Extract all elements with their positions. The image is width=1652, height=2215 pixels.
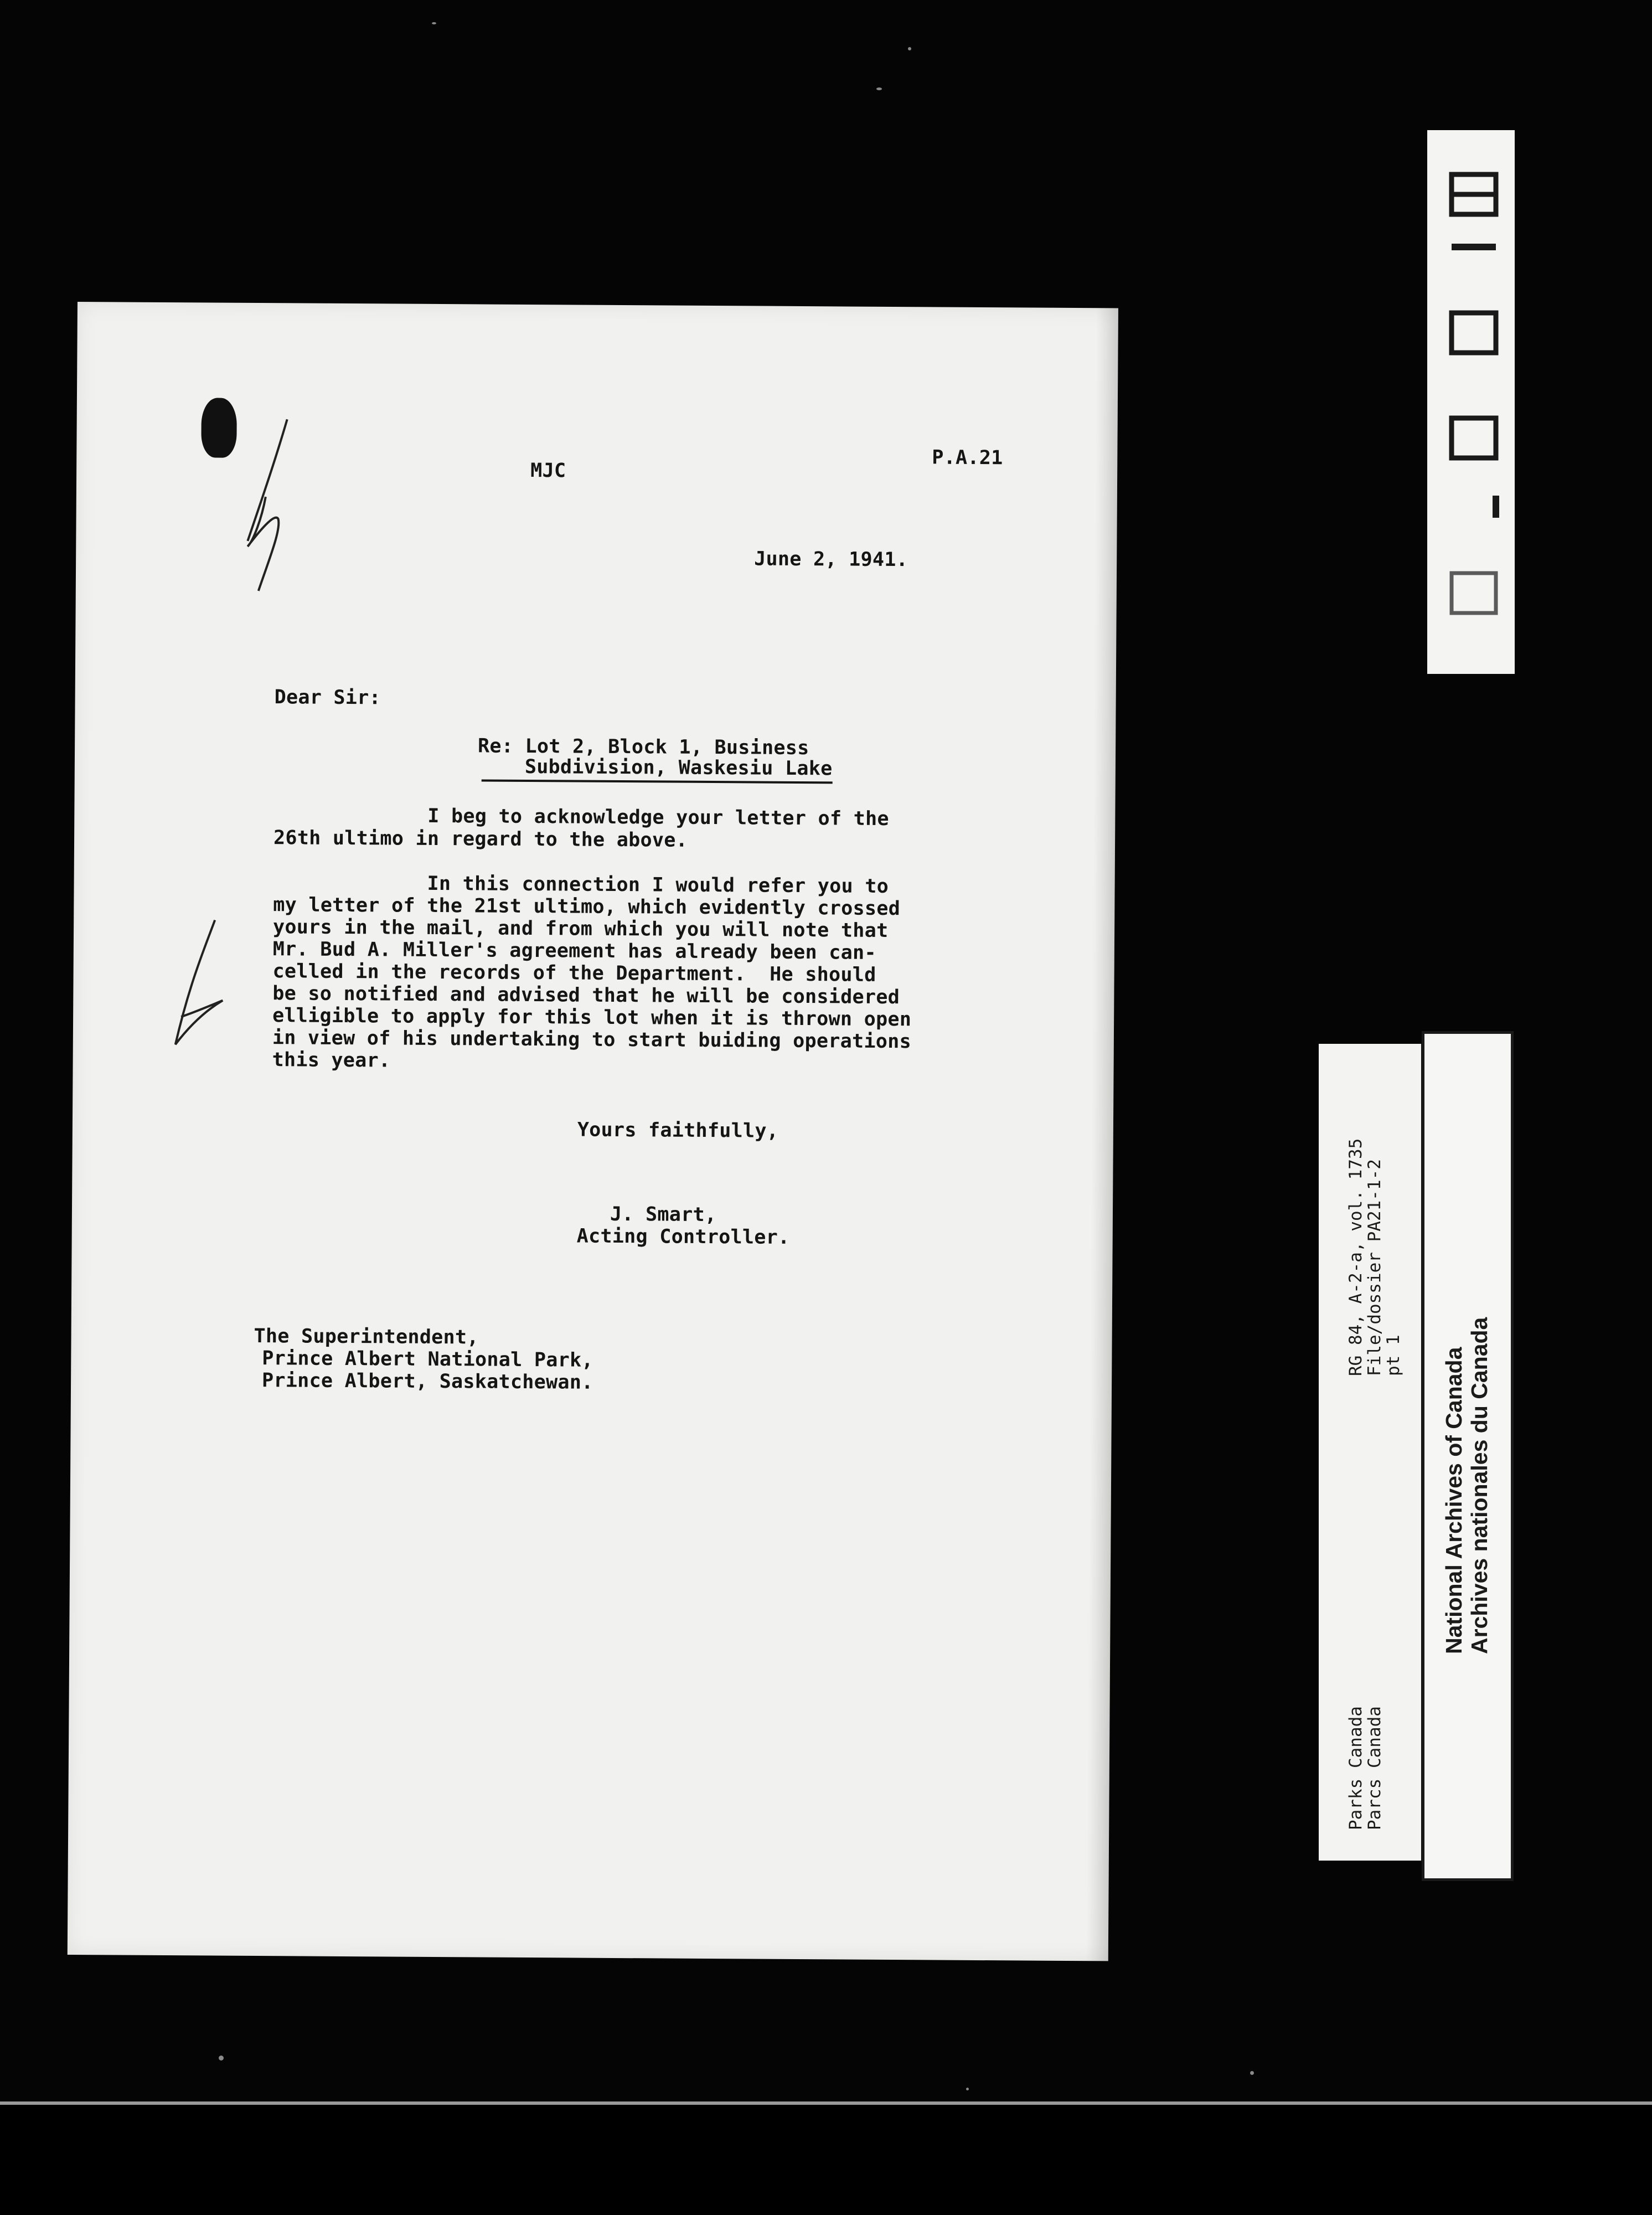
addressee-line-3: Prince Albert, Saskatchewan.: [261, 1369, 593, 1394]
addressee-line-2: Prince Albert National Park,: [262, 1347, 593, 1372]
paragraph-2-line-6: be so notified and advised that he will be considered: [272, 982, 900, 1009]
closing: Yours faithfully,: [577, 1119, 779, 1142]
reference-line-1: RG 84, A-2-a, vol. 1735: [1346, 1138, 1366, 1376]
signatory-name: J. Smart,: [610, 1203, 717, 1227]
subject-line-1: Re: Lot 2, Block 1, Business: [477, 735, 809, 760]
paragraph-1-line-1: I beg to acknowledge your letter of the: [427, 805, 889, 830]
paragraph-2-line-5: celled in the records of the Department. He should: [272, 960, 876, 986]
film-speck: [219, 2056, 224, 2061]
paragraph-2-line-4: Mr. Bud A. Miller's agreement has already been can-: [272, 938, 876, 964]
paragraph-2-line-8: in view of his undertaking to start buiding operations: [272, 1027, 912, 1053]
institution-french: Archives nationales du Canada: [1467, 1317, 1492, 1654]
paragraph-2-line-7: elligible to apply for this lot when it is thrown open: [272, 1005, 912, 1031]
subject-line-2: Subdivision, Waskesiu Lake: [482, 755, 833, 783]
archive-reference-label: [1319, 1044, 1421, 1861]
paragraph-2-line-9: this year.: [272, 1049, 391, 1072]
source-line-2: Parcs Canada: [1365, 1706, 1385, 1830]
institution-english: National Archives of Canada: [1441, 1347, 1467, 1654]
source-line-1: Parks Canada: [1346, 1706, 1366, 1830]
handwritten-mark: [164, 917, 232, 1056]
film-speck: [966, 2088, 969, 2090]
letter-date: June 2, 1941.: [754, 548, 908, 571]
letter-page: [68, 302, 1118, 1961]
film-bottom-strip: [0, 2105, 1652, 2215]
reference-line-2: File/dossier PA21-1-2: [1365, 1159, 1385, 1376]
addressee-line-1: The Superintendent,: [254, 1325, 479, 1349]
paragraph-2-line-3: yours in the mail, and from which you will note that: [272, 916, 889, 942]
film-speck: [876, 87, 882, 90]
national-archives-label: [1422, 1031, 1514, 1881]
frame-number-strip: [1427, 130, 1515, 674]
film-speck: [1250, 2071, 1254, 2075]
reference-line-3: pt 1: [1383, 1335, 1403, 1376]
signatory-title: Acting Controller.: [576, 1225, 790, 1249]
film-speck: [432, 22, 436, 24]
film-speck: [908, 47, 911, 50]
typist-initials: MJC: [530, 460, 566, 482]
salutation: Dear Sir:: [274, 686, 381, 709]
paragraph-2-line-1: In this connection I would refer you to: [427, 872, 889, 898]
paragraph-2-line-2: my letter of the 21st ultimo, which evidently crossed: [273, 894, 901, 920]
paragraph-1-line-2: 26th ultimo in regard to the above.: [273, 827, 688, 852]
frame-number-digits: [1427, 130, 1515, 674]
file-reference: P.A.21: [932, 446, 1003, 470]
handwritten-initials: [231, 414, 309, 597]
